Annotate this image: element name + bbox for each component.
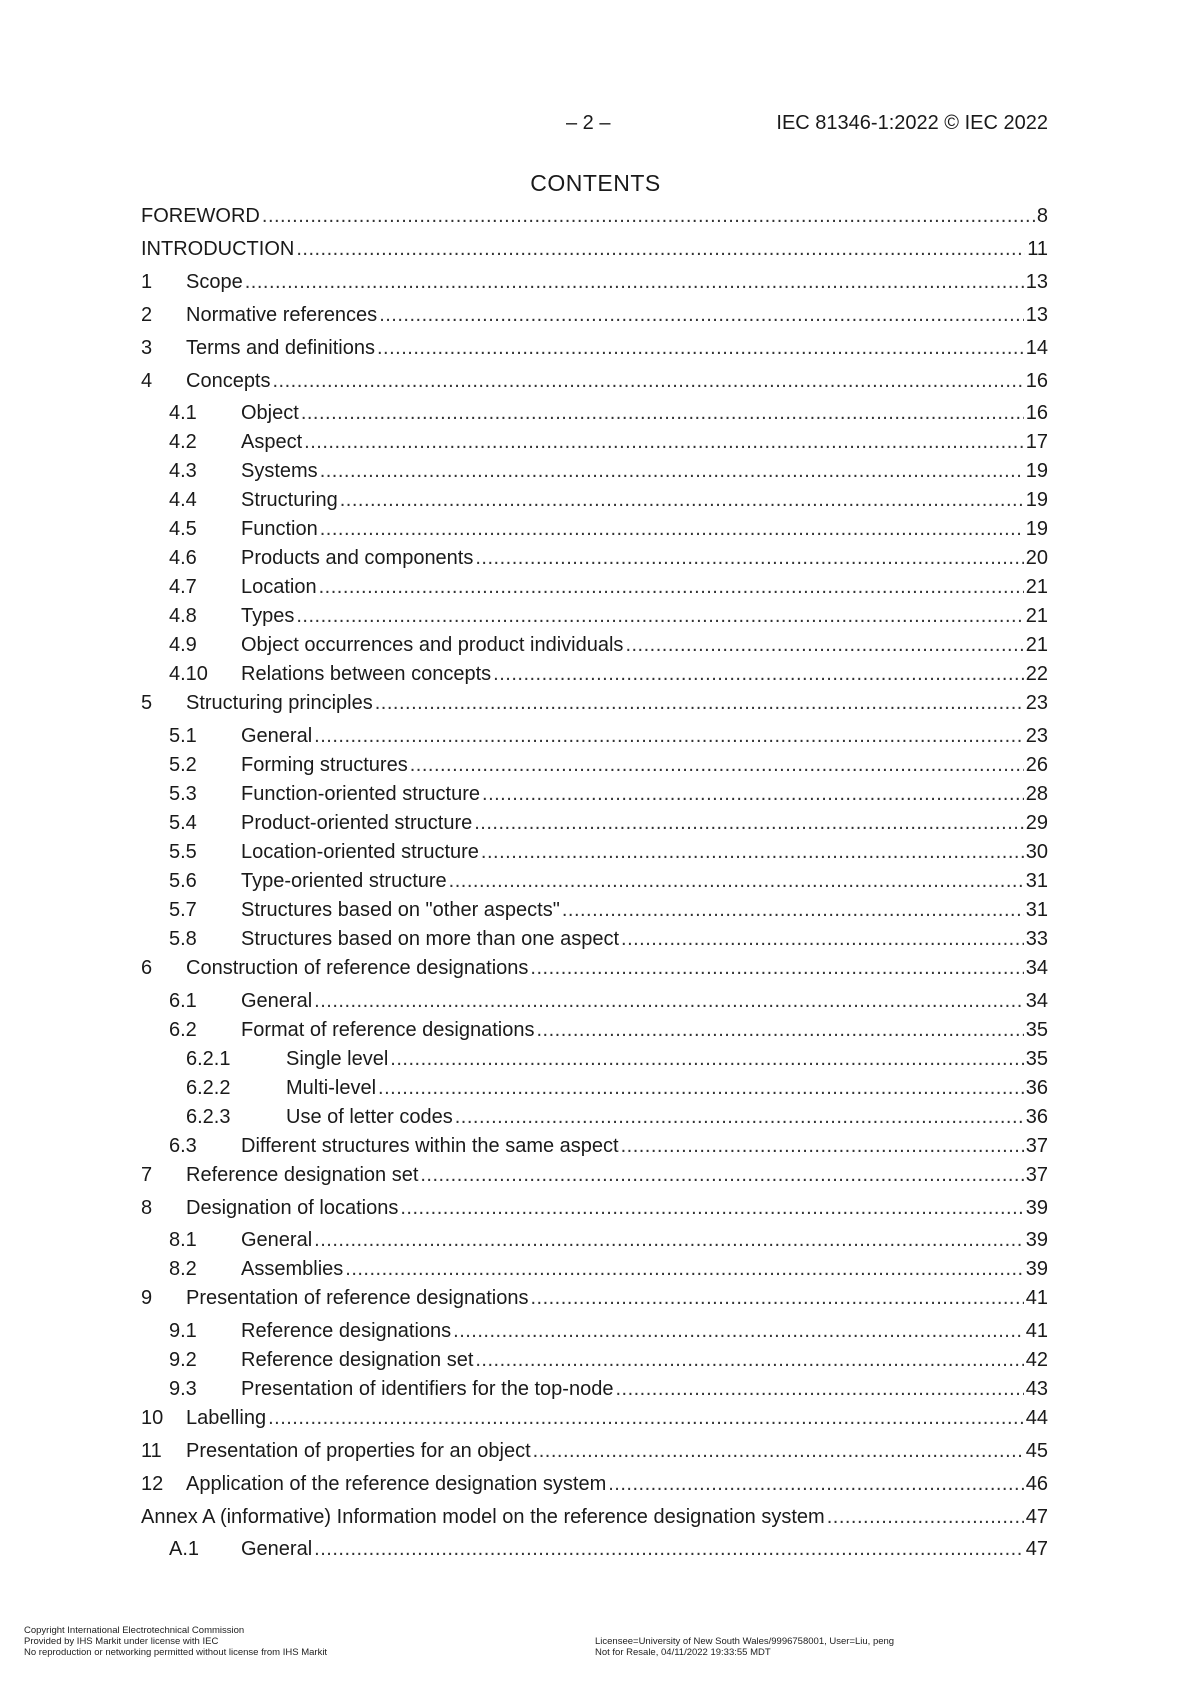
toc-leader-dots xyxy=(301,400,1024,426)
toc-entry-page: 35 xyxy=(1025,1019,1048,1041)
toc-entry-number: 5.1 xyxy=(169,725,197,747)
toc-leader-dots xyxy=(314,1536,1024,1562)
toc-entry-number: 4.4 xyxy=(169,489,197,511)
toc-entry-label: Product-oriented structure xyxy=(241,812,473,834)
toc-entry-page: 39 xyxy=(1025,1258,1048,1280)
footer-line: Not for Resale, 04/11/2022 19:33:55 MDT xyxy=(595,1647,771,1658)
toc-leader-dots xyxy=(482,781,1024,807)
table-of-contents xyxy=(141,0,1048,1685)
toc-entry-label: Annex A (informative) Information model on the reference designation system xyxy=(141,1506,825,1528)
toc-entry-label: Presentation of properties for an object xyxy=(186,1440,531,1462)
toc-entry-number: 8.1 xyxy=(169,1229,197,1251)
toc-leader-dots xyxy=(377,335,1024,361)
toc-entry-page: 34 xyxy=(1025,957,1048,979)
page-title: CONTENTS xyxy=(530,170,661,196)
toc-entry[interactable] xyxy=(169,661,1048,687)
toc-leader-dots xyxy=(378,1075,1024,1101)
toc-entry-page: 21 xyxy=(1025,634,1048,656)
toc-entry-label: Systems xyxy=(241,460,318,482)
toc-entry-number: 8.2 xyxy=(169,1258,197,1280)
toc-entry-number: 5 xyxy=(141,692,153,714)
toc-entry-label: Location xyxy=(241,576,317,598)
toc-entry-label: Aspect xyxy=(241,431,303,453)
toc-entry[interactable] xyxy=(169,1347,1048,1373)
toc-entry-page: 19 xyxy=(1025,460,1048,482)
toc-leader-dots xyxy=(320,516,1024,542)
toc-entry-page: 37 xyxy=(1025,1135,1048,1157)
toc-entry[interactable] xyxy=(141,1438,1048,1464)
toc-entry-page: 14 xyxy=(1025,337,1048,359)
toc-leader-dots xyxy=(262,203,1035,229)
footer-line: Copyright International Electrotechnical Commission xyxy=(24,1625,245,1636)
toc-entry-page: 26 xyxy=(1025,754,1048,776)
toc-entry[interactable] xyxy=(169,1318,1048,1344)
toc-entry[interactable] xyxy=(169,1536,1048,1562)
footer-line: Licensee=University of New South Wales/9996758001, User=Liu, peng xyxy=(595,1636,895,1647)
toc-entry-page: 33 xyxy=(1025,928,1048,950)
toc-entry-label: Object xyxy=(241,402,299,424)
toc-leader-dots xyxy=(474,810,1024,836)
toc-entry-label: Forming structures xyxy=(241,754,408,776)
toc-entry[interactable] xyxy=(186,1075,1048,1101)
toc-entry-number: 6.2.2 xyxy=(186,1077,231,1099)
toc-leader-dots xyxy=(296,603,1023,629)
toc-entry-page: 19 xyxy=(1025,518,1048,540)
toc-entry[interactable] xyxy=(169,839,1048,865)
toc-entry[interactable] xyxy=(186,1046,1048,1072)
toc-entry-page: 39 xyxy=(1025,1197,1048,1219)
toc-leader-dots xyxy=(296,236,1025,262)
toc-entry-number: 9.2 xyxy=(169,1349,197,1371)
toc-entry[interactable] xyxy=(141,302,1048,328)
toc-entry[interactable] xyxy=(169,516,1048,542)
toc-leader-dots xyxy=(340,487,1024,513)
toc-entry-label: Single level xyxy=(286,1048,389,1070)
toc-entry-number: 2 xyxy=(141,304,153,326)
toc-leader-dots xyxy=(245,269,1024,295)
toc-entry-label: Structures based on "other aspects" xyxy=(241,899,560,921)
toc-entry-number: 9.3 xyxy=(169,1378,197,1400)
toc-leader-dots xyxy=(320,458,1024,484)
toc-leader-dots xyxy=(533,1438,1024,1464)
toc-entry-number: 5.3 xyxy=(169,783,197,805)
toc-entry-page: 43 xyxy=(1025,1378,1048,1400)
toc-entry-number: 6.2 xyxy=(169,1019,197,1041)
toc-entry-number: 4.1 xyxy=(169,402,197,424)
footer-line: Provided by IHS Markit under license with IEC xyxy=(24,1636,219,1647)
toc-entry[interactable] xyxy=(169,603,1048,629)
toc-entry[interactable] xyxy=(141,335,1048,361)
toc-entry[interactable] xyxy=(169,810,1048,836)
toc-entry-page: 21 xyxy=(1025,605,1048,627)
toc-entry[interactable] xyxy=(141,203,1048,229)
toc-entry[interactable] xyxy=(186,1104,1048,1130)
toc-entry-label: Products and components xyxy=(241,547,474,569)
toc-entry-number: 11 xyxy=(141,1440,162,1462)
toc-leader-dots xyxy=(621,926,1024,952)
toc-leader-dots xyxy=(268,1405,1024,1431)
toc-leader-dots xyxy=(345,1256,1023,1282)
toc-entry-label: FOREWORD xyxy=(141,205,260,227)
toc-entry[interactable] xyxy=(141,236,1048,262)
toc-leader-dots xyxy=(449,868,1024,894)
toc-leader-dots xyxy=(420,1162,1023,1188)
toc-entry[interactable] xyxy=(141,1504,1048,1530)
toc-entry-number: 6 xyxy=(141,957,153,979)
toc-entry-label: General xyxy=(241,1538,313,1560)
toc-entry-label: Location-oriented structure xyxy=(241,841,479,863)
toc-entry-page: 45 xyxy=(1025,1440,1048,1462)
toc-entry[interactable] xyxy=(169,545,1048,571)
toc-entry-label: General xyxy=(241,990,313,1012)
footer-copyright xyxy=(24,1625,327,1658)
toc-entry-number: 12 xyxy=(141,1473,164,1495)
toc-entry-label: Object occurrences and product individuals xyxy=(241,634,624,656)
toc-entry-page: 36 xyxy=(1025,1106,1048,1128)
toc-entry-label: Structures based on more than one aspect xyxy=(241,928,620,950)
toc-leader-dots xyxy=(625,632,1023,658)
toc-entry-page: 47 xyxy=(1025,1538,1048,1560)
toc-leader-dots xyxy=(314,988,1024,1014)
toc-entry-page: 35 xyxy=(1025,1048,1048,1070)
toc-entry-label: Terms and definitions xyxy=(186,337,375,359)
toc-entry-page: 28 xyxy=(1025,783,1048,805)
toc-leader-dots xyxy=(455,1104,1024,1130)
toc-entry-number: 4.5 xyxy=(169,518,197,540)
toc-entry-number: 5.8 xyxy=(169,928,197,950)
toc-entry-page: 17 xyxy=(1025,431,1048,453)
toc-entry[interactable] xyxy=(169,1256,1048,1282)
toc-entry-number: 4.9 xyxy=(169,634,197,656)
toc-entry-page: 41 xyxy=(1025,1287,1048,1309)
toc-entry-number: 5.7 xyxy=(169,899,197,921)
toc-entry-label: Concepts xyxy=(186,370,271,392)
toc-entry-label: Multi-level xyxy=(286,1077,377,1099)
toc-entry-label: Presentation of identifiers for the top-node xyxy=(241,1378,614,1400)
toc-leader-dots xyxy=(375,690,1024,716)
toc-entry-page: 22 xyxy=(1025,663,1048,685)
toc-entry[interactable] xyxy=(169,400,1048,426)
toc-entry[interactable] xyxy=(169,1017,1048,1043)
toc-entry-page: 16 xyxy=(1025,402,1048,424)
toc-entry-label: General xyxy=(241,1229,313,1251)
toc-entry-page: 13 xyxy=(1025,271,1048,293)
toc-leader-dots xyxy=(314,723,1024,749)
toc-entry[interactable] xyxy=(141,690,1048,716)
toc-leader-dots xyxy=(827,1504,1024,1530)
toc-entry-label: Construction of reference designations xyxy=(186,957,529,979)
toc-entry-label: Type-oriented structure xyxy=(241,870,447,892)
toc-entry-number: 5.6 xyxy=(169,870,197,892)
toc-entry-label: General xyxy=(241,725,313,747)
toc-entry-label: Labelling xyxy=(186,1407,267,1429)
toc-entry-page: 31 xyxy=(1025,870,1048,892)
toc-entry[interactable] xyxy=(169,897,1048,923)
toc-entry-label: Format of reference designations xyxy=(241,1019,535,1041)
toc-entry[interactable] xyxy=(169,1376,1048,1402)
toc-leader-dots xyxy=(621,1133,1024,1159)
toc-entry[interactable] xyxy=(141,1471,1048,1497)
toc-entry-label: Function xyxy=(241,518,318,540)
toc-leader-dots xyxy=(453,1318,1024,1344)
toc-entry[interactable] xyxy=(169,632,1048,658)
toc-entry-label: Reference designations xyxy=(241,1320,452,1342)
toc-entry-page: 23 xyxy=(1025,692,1048,714)
toc-entry-label: Normative references xyxy=(186,304,378,326)
toc-entry-page: 29 xyxy=(1025,812,1048,834)
toc-entry-label: Different structures within the same aspect xyxy=(241,1135,619,1157)
toc-entry-page: 36 xyxy=(1025,1077,1048,1099)
toc-entry-page: 13 xyxy=(1025,304,1048,326)
toc-entry[interactable] xyxy=(169,429,1048,455)
toc-entry-label: Reference designation set xyxy=(241,1349,474,1371)
toc-entry-number: 4.6 xyxy=(169,547,197,569)
toc-entry-page: 8 xyxy=(1036,205,1048,227)
toc-leader-dots xyxy=(319,574,1024,600)
toc-leader-dots xyxy=(475,1347,1023,1373)
toc-entry-page: 46 xyxy=(1025,1473,1048,1495)
toc-entry[interactable] xyxy=(169,781,1048,807)
toc-entry[interactable] xyxy=(141,1285,1048,1311)
toc-leader-dots xyxy=(400,1195,1023,1221)
toc-entry-page: 41 xyxy=(1025,1320,1048,1342)
toc-leader-dots xyxy=(608,1471,1024,1497)
toc-leader-dots xyxy=(410,752,1024,778)
toc-entry[interactable] xyxy=(141,1162,1048,1188)
toc-entry-number: 6.1 xyxy=(169,990,197,1012)
toc-entry-page: 47 xyxy=(1025,1506,1048,1528)
toc-entry-label: Function-oriented structure xyxy=(241,783,481,805)
toc-entry[interactable] xyxy=(141,269,1048,295)
toc-entry[interactable] xyxy=(169,458,1048,484)
toc-entry-number: 6.2.3 xyxy=(186,1106,231,1128)
toc-entry-page: 44 xyxy=(1025,1407,1048,1429)
toc-leader-dots xyxy=(493,661,1024,687)
toc-entry-page: 42 xyxy=(1025,1349,1048,1371)
toc-entry[interactable] xyxy=(169,487,1048,513)
toc-entry[interactable] xyxy=(141,1405,1048,1431)
toc-entry-page: 19 xyxy=(1025,489,1048,511)
toc-entry-number: 4.10 xyxy=(169,663,208,685)
toc-entry-label: Types xyxy=(241,605,295,627)
toc-entry-page: 31 xyxy=(1025,899,1048,921)
toc-entry-page: 11 xyxy=(1027,238,1048,260)
toc-entry[interactable] xyxy=(141,1195,1048,1221)
toc-entry[interactable] xyxy=(169,723,1048,749)
toc-leader-dots xyxy=(475,545,1023,571)
toc-entry-label: Structuring principles xyxy=(186,692,373,714)
toc-leader-dots xyxy=(379,302,1024,328)
toc-leader-dots xyxy=(615,1376,1023,1402)
toc-entry-label: Use of letter codes xyxy=(286,1106,453,1128)
toc-entry-page: 39 xyxy=(1025,1229,1048,1251)
toc-entry-number: 4 xyxy=(141,370,153,392)
toc-entry-label: Application of the reference designation system xyxy=(186,1473,607,1495)
toc-entry-label: Designation of locations xyxy=(186,1197,399,1219)
toc-entry-page: 30 xyxy=(1025,841,1048,863)
toc-entry-label: Reference designation set xyxy=(186,1164,419,1186)
toc-entry[interactable] xyxy=(141,368,1048,394)
toc-entry-label: INTRODUCTION xyxy=(141,238,295,260)
toc-entry[interactable] xyxy=(169,868,1048,894)
toc-entry-number: A.1 xyxy=(169,1538,200,1560)
toc-entry[interactable] xyxy=(169,574,1048,600)
toc-leader-dots xyxy=(481,839,1024,865)
toc-entry-page: 16 xyxy=(1025,370,1048,392)
header-page-number: – 2 – xyxy=(566,112,611,134)
toc-leader-dots xyxy=(530,955,1023,981)
toc-entry-label: Presentation of reference designations xyxy=(186,1287,529,1309)
footer-license xyxy=(595,1636,894,1658)
toc-entry-number: 10 xyxy=(141,1407,164,1429)
toc-leader-dots xyxy=(537,1017,1024,1043)
toc-entry[interactable] xyxy=(169,1227,1048,1253)
toc-entry[interactable] xyxy=(169,1133,1048,1159)
toc-entry-number: 6.3 xyxy=(169,1135,197,1157)
toc-entry-number: 9.1 xyxy=(169,1320,197,1342)
toc-entry[interactable] xyxy=(169,752,1048,778)
toc-entry-page: 37 xyxy=(1025,1164,1048,1186)
toc-entry-number: 7 xyxy=(141,1164,153,1186)
toc-leader-dots xyxy=(304,429,1024,455)
toc-entry-page: 21 xyxy=(1025,576,1048,598)
toc-leader-dots xyxy=(273,368,1024,394)
header-standard-id: IEC 81346-1:2022 © IEC 2022 xyxy=(776,112,1048,134)
toc-entry-number: 4.2 xyxy=(169,431,197,453)
toc-entry-page: 34 xyxy=(1025,990,1048,1012)
toc-entry[interactable] xyxy=(141,955,1048,981)
toc-entry-number: 4.7 xyxy=(169,576,197,598)
toc-entry-number: 1 xyxy=(141,271,153,293)
toc-entry-page: 20 xyxy=(1025,547,1048,569)
toc-entry[interactable] xyxy=(169,988,1048,1014)
toc-entry-number: 3 xyxy=(141,337,153,359)
toc-entry-number: 9 xyxy=(141,1287,153,1309)
toc-entry-number: 5.2 xyxy=(169,754,197,776)
toc-entry-number: 6.2.1 xyxy=(186,1048,231,1070)
toc-entry-number: 8 xyxy=(141,1197,153,1219)
toc-entry-number: 5.4 xyxy=(169,812,197,834)
toc-entry-label: Structuring xyxy=(241,489,338,511)
toc-leader-dots xyxy=(314,1227,1024,1253)
toc-entry-number: 4.8 xyxy=(169,605,197,627)
toc-leader-dots xyxy=(562,897,1024,923)
toc-leader-dots xyxy=(530,1285,1023,1311)
toc-leader-dots xyxy=(390,1046,1023,1072)
toc-entry-label: Relations between concepts xyxy=(241,663,492,685)
footer-line: No reproduction or networking permitted without license from IHS Markit xyxy=(24,1647,328,1658)
toc-entry-number: 4.3 xyxy=(169,460,197,482)
toc-entry[interactable] xyxy=(169,926,1048,952)
toc-entry-page: 23 xyxy=(1025,725,1048,747)
toc-entry-number: 5.5 xyxy=(169,841,197,863)
toc-entry-label: Scope xyxy=(186,271,243,293)
toc-entry-label: Assemblies xyxy=(241,1258,344,1280)
